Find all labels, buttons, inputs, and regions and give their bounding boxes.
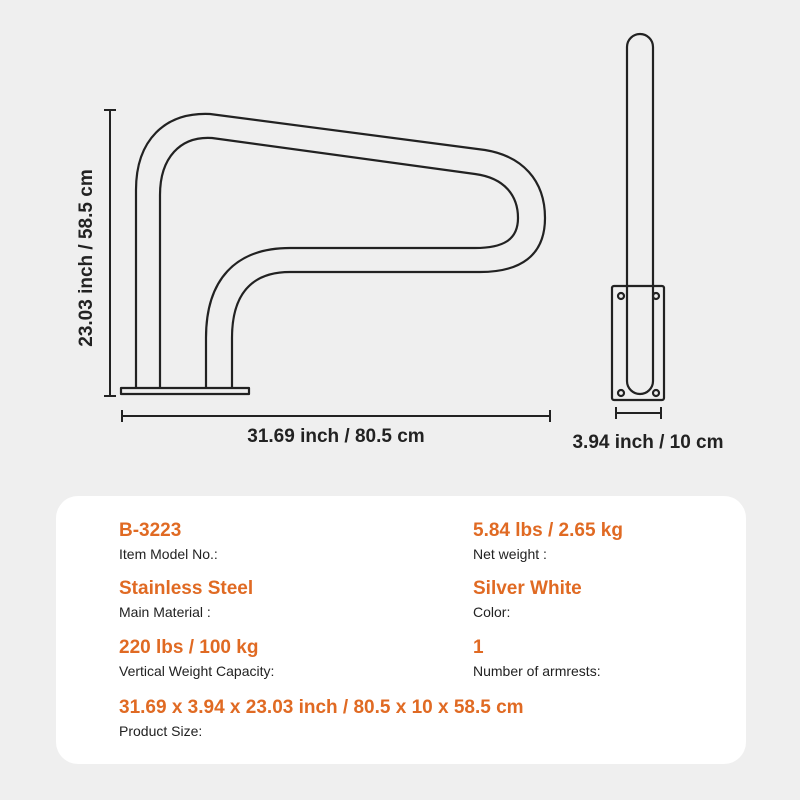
spec-size	[119, 697, 524, 740]
capacity-value: 220 lbs / 100 kg	[119, 637, 259, 658]
spec-card	[56, 496, 746, 764]
spec-model	[119, 520, 218, 563]
color-label: Color:	[473, 604, 511, 620]
spec-capacity	[119, 637, 274, 680]
color-value: Silver White	[473, 578, 582, 599]
model-value: B-3223	[119, 520, 182, 541]
material-value: Stainless Steel	[119, 578, 254, 599]
handrail-front-view	[612, 34, 664, 400]
depth-dimension-label: 3.94 inch / 10 cm	[572, 432, 724, 453]
dimension-lines	[104, 110, 661, 422]
weight-value: 5.84 lbs / 2.65 kg	[473, 520, 623, 541]
spec-weight	[473, 520, 623, 563]
capacity-label: Vertical Weight Capacity:	[119, 663, 275, 679]
size-label: Product Size:	[119, 723, 203, 739]
armrests-label: Number of armrests:	[473, 663, 601, 679]
model-label: Item Model No.:	[119, 546, 218, 562]
height-dimension-label: 23.03 inch / 58.5 cm	[76, 169, 97, 347]
width-dimension-label: 31.69 inch / 80.5 cm	[247, 426, 425, 447]
weight-label: Net weight :	[473, 546, 547, 562]
spec-color	[473, 578, 582, 621]
handrail-side-view	[121, 114, 545, 394]
material-label: Main Material :	[119, 604, 211, 620]
armrests-value: 1	[473, 637, 484, 658]
spec-armrests	[473, 637, 601, 680]
spec-material	[119, 578, 253, 621]
size-value: 31.69 x 3.94 x 23.03 inch / 80.5 x 10 x 58.5 cm	[119, 697, 524, 718]
